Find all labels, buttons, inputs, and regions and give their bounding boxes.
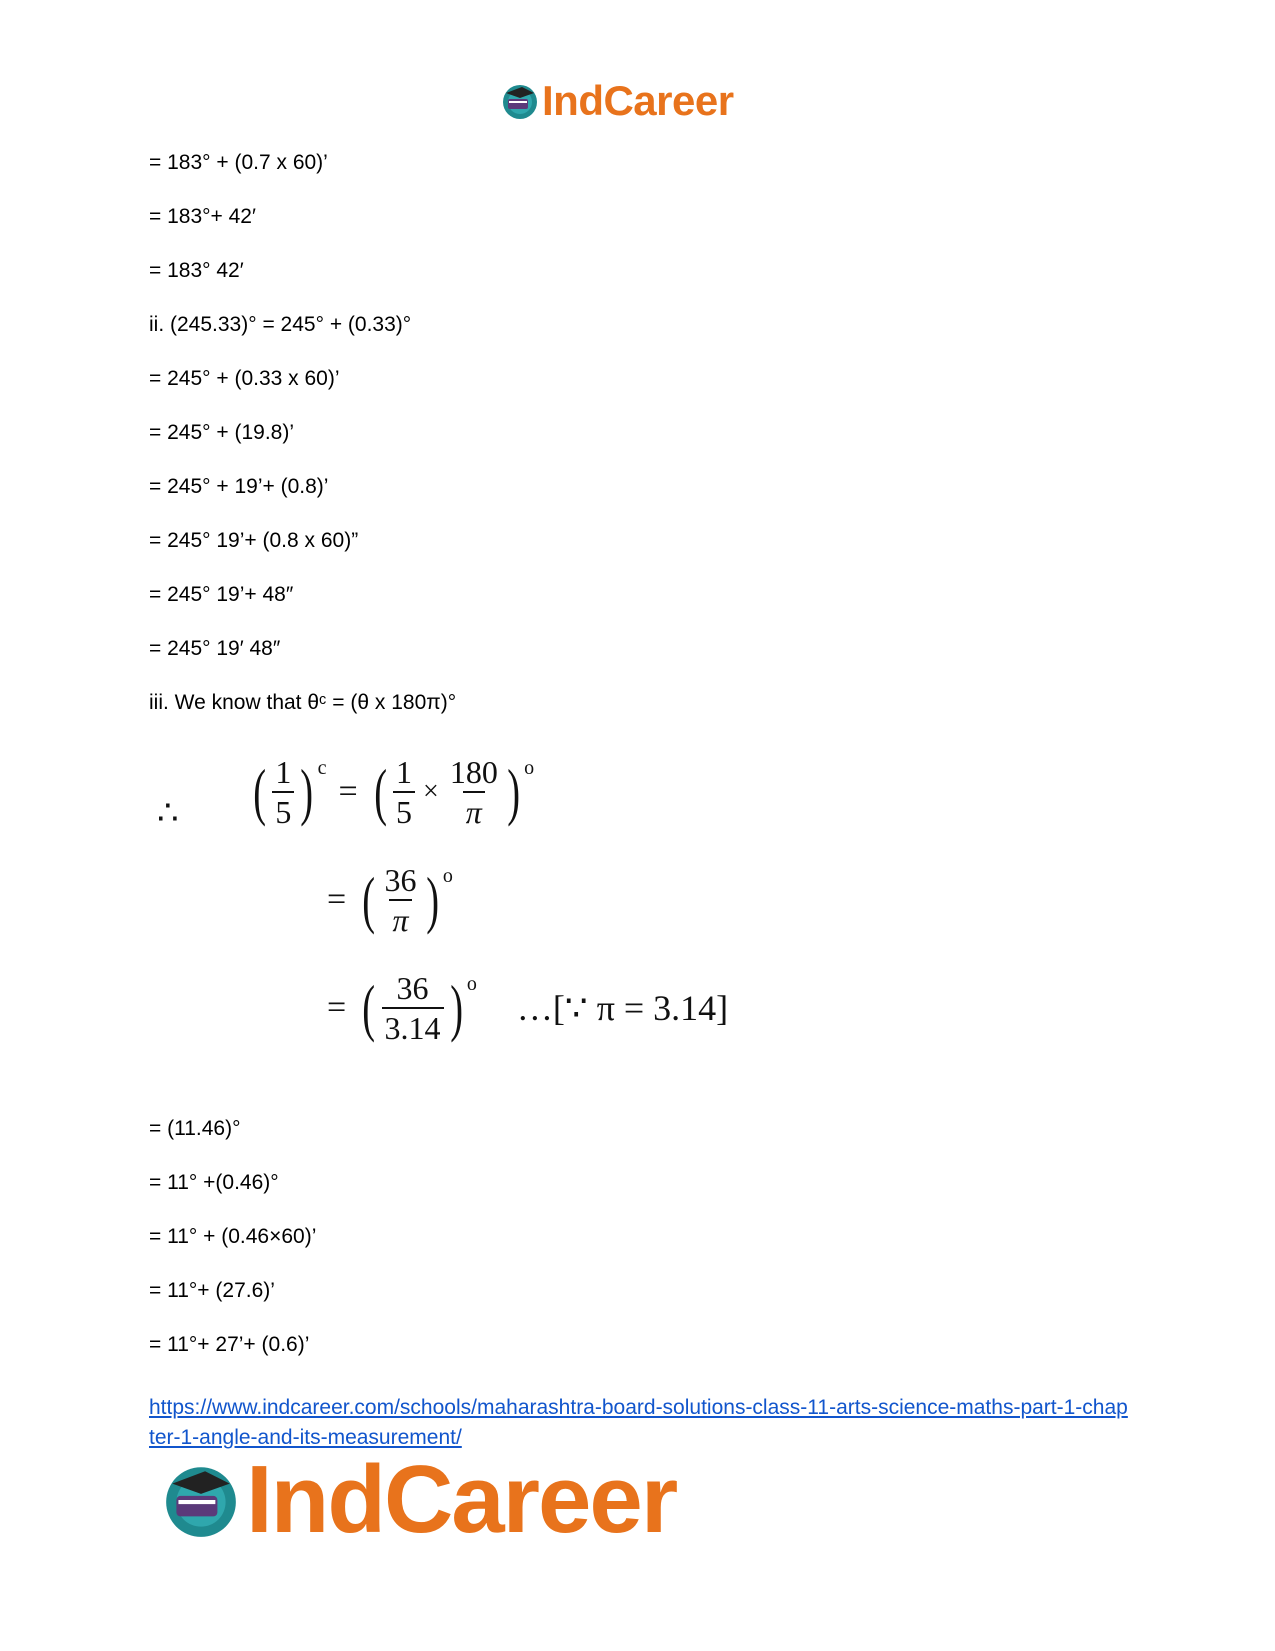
footer-logo <box>160 1446 677 1553</box>
pi-approximation-note: …[∵ π = 3.14] <box>516 988 729 1028</box>
therefore-symbol: ∴ <box>157 795 179 832</box>
equation-row-1: ( $\frac{1}{5}$ ) c = ( $\frac{1}{5}$ × $\frac{180}{\pi}$ ) o <box>253 754 535 830</box>
text-line: = 183° + (0.7 x 60)’ <box>149 151 328 174</box>
text-line: = 11° +(0.46)° <box>149 1171 279 1194</box>
text-line: = 11°+ (27.6)’ <box>149 1279 275 1302</box>
text-line: = 245° 19’+ (0.8 x 60)” <box>149 529 359 552</box>
text-line: = 245° + (0.33 x 60)’ <box>149 367 340 390</box>
text-line: = 245° + (19.8)’ <box>149 421 294 444</box>
equation-row-2: = ( $\frac{36}{\pi}$ ) o <box>327 862 453 938</box>
brand-wordmark: IndCareer <box>542 77 734 124</box>
brand-wordmark: IndCareer <box>246 1446 677 1553</box>
source-link[interactable]: https://www.indcareer.com/schools/maharashtra-board-solutions-class-11-arts-science-maths-part-1-chapter-1-angle-and-its-measurement/ <box>149 1396 1128 1449</box>
globe-book-icon <box>500 81 540 121</box>
text-line: = 183° 42′ <box>149 259 244 282</box>
text-line: = 183°+ 42′ <box>149 205 256 228</box>
text-line: = 11° + (0.46×60)’ <box>149 1225 317 1248</box>
text-line: ii. (245.33)° = 245° + (0.33)° <box>149 313 412 336</box>
fraction: $\frac{1}{5}$ <box>272 755 294 829</box>
text-line: iii. We know that θᶜ = (θ x 180π)° <box>149 691 457 714</box>
equation-row-3: = ( $\frac{36}{3.14}$ ) o …[∵ π = 3.14] <box>327 970 729 1046</box>
text-line: = 11°+ 27’+ (0.6)’ <box>149 1333 310 1356</box>
globe-book-icon <box>160 1459 242 1541</box>
fraction: $\frac{180}{\pi}$ <box>449 754 498 830</box>
text-line: = 245° 19′ 48″ <box>149 637 281 660</box>
fraction: $\frac{36}{\pi}$ <box>384 862 417 938</box>
fraction: $\frac{1}{5}$ <box>393 755 415 829</box>
header-logo <box>500 78 734 124</box>
math-derivation <box>149 755 789 1085</box>
text-line: = 245° + 19’+ (0.8)’ <box>149 475 329 498</box>
text-line: = (11.46)° <box>149 1117 241 1140</box>
text-line: = 245° 19’+ 48″ <box>149 583 294 606</box>
fraction: $\frac{36}{3.14}$ <box>382 971 444 1045</box>
